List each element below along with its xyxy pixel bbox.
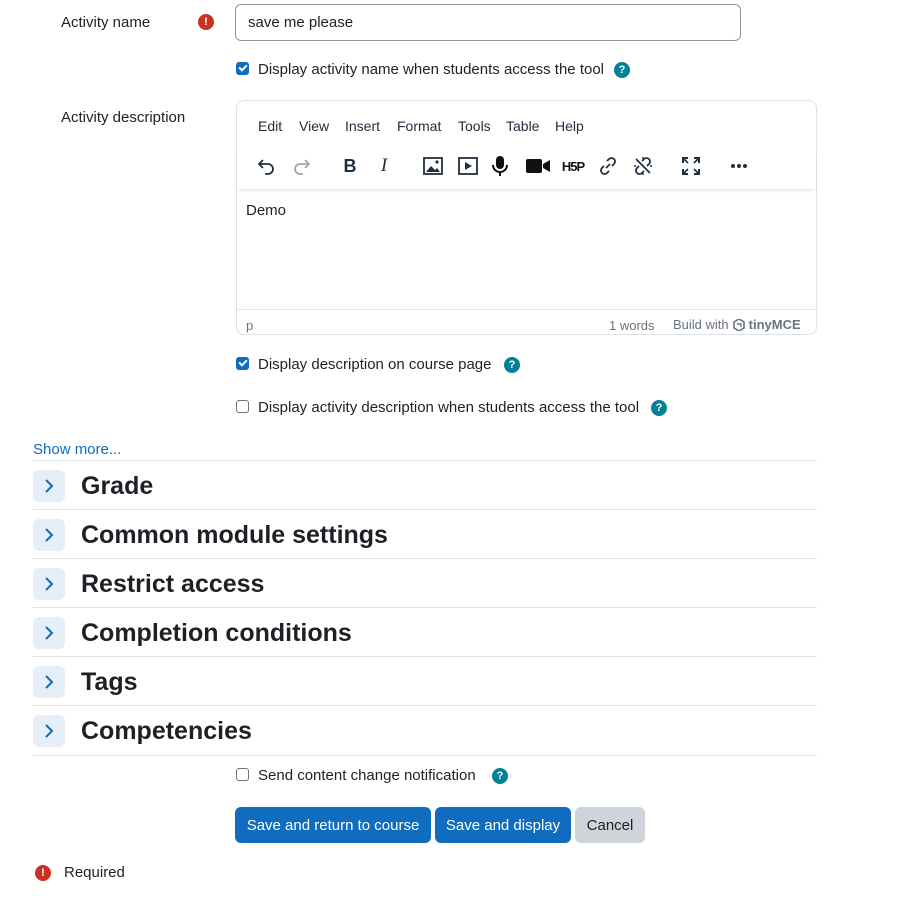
question-circle-icon[interactable]: ? — [504, 357, 520, 373]
word-count[interactable]: 1 words — [609, 318, 655, 333]
redo-icon[interactable] — [289, 153, 315, 179]
section-competencies[interactable] — [33, 705, 817, 756]
activity-name-input[interactable] — [235, 4, 741, 41]
activity-name-label: Activity name — [61, 14, 151, 31]
editor-toolbar — [237, 151, 816, 189]
exclamation-circle-icon: ! — [35, 865, 51, 881]
microphone-icon[interactable] — [487, 153, 513, 179]
section-common-module-settings[interactable] — [33, 509, 817, 559]
bold-icon[interactable]: B — [343, 155, 357, 176]
tinymce-logo-icon — [733, 319, 745, 331]
more-icon[interactable] — [726, 153, 752, 179]
question-circle-icon[interactable]: ? — [651, 400, 667, 416]
required-label: Required — [64, 864, 125, 881]
display-activity-description-label: Display activity description when students access the tool — [258, 399, 640, 416]
question-circle-icon[interactable]: ? — [614, 62, 630, 78]
save-and-return-button[interactable]: Save and return to course — [235, 807, 431, 843]
menu-format[interactable]: Format — [397, 118, 442, 134]
display-description-checkbox[interactable] — [236, 357, 249, 370]
status-path[interactable]: p — [246, 318, 254, 333]
menu-tools[interactable]: Tools — [458, 118, 491, 134]
display-description-label: Display description on course page — [258, 356, 492, 373]
rich-text-editor — [236, 100, 817, 335]
menu-help[interactable]: Help — [555, 118, 584, 134]
section-title[interactable]: Competencies — [81, 717, 252, 745]
editor-menubar — [237, 101, 816, 151]
chevron-right-icon[interactable] — [33, 470, 65, 502]
unlink-icon[interactable] — [630, 153, 656, 179]
section-title[interactable]: Restrict access — [81, 570, 265, 598]
editor-content[interactable]: Demo — [246, 202, 287, 219]
h5p-icon[interactable]: H5P — [561, 158, 585, 174]
send-notification-label: Send content change notification — [258, 767, 476, 784]
section-title[interactable]: Completion conditions — [81, 619, 352, 647]
display-name-label: Display activity name when students access the tool — [258, 61, 605, 78]
save-and-display-button[interactable]: Save and display — [435, 807, 571, 843]
chevron-right-icon[interactable] — [33, 519, 65, 551]
cancel-button[interactable]: Cancel — [575, 807, 645, 843]
menu-table[interactable]: Table — [506, 118, 540, 134]
statusbar-divider — [237, 309, 816, 310]
image-icon[interactable] — [420, 153, 446, 179]
video-camera-icon[interactable] — [523, 153, 553, 179]
build-with-text: Build with — [673, 317, 729, 332]
menu-view[interactable]: View — [299, 118, 330, 134]
display-activity-description-checkbox[interactable] — [236, 400, 249, 413]
section-title[interactable]: Tags — [81, 668, 138, 696]
section-tags[interactable] — [33, 656, 817, 706]
question-circle-icon[interactable]: ? — [492, 768, 508, 784]
exclamation-circle-icon: ! — [198, 14, 214, 30]
chevron-right-icon[interactable] — [33, 568, 65, 600]
undo-icon[interactable] — [253, 153, 279, 179]
menu-edit[interactable]: Edit — [258, 118, 283, 134]
chevron-right-icon[interactable] — [33, 617, 65, 649]
section-grade[interactable] — [33, 460, 817, 510]
display-name-checkbox[interactable] — [236, 62, 249, 75]
section-title[interactable]: Grade — [81, 472, 154, 500]
italic-icon[interactable]: I — [380, 155, 388, 176]
powered-by[interactable] — [673, 317, 801, 332]
chevron-right-icon[interactable] — [33, 666, 65, 698]
fullscreen-icon[interactable] — [678, 153, 704, 179]
link-icon[interactable] — [595, 153, 621, 179]
section-restrict-access[interactable] — [33, 558, 817, 608]
section-completion-conditions[interactable] — [33, 607, 817, 657]
menu-insert[interactable]: Insert — [345, 118, 381, 134]
send-notification-checkbox[interactable] — [236, 768, 249, 781]
media-icon[interactable] — [455, 153, 481, 179]
section-title[interactable]: Common module settings — [81, 521, 388, 549]
chevron-right-icon[interactable] — [33, 715, 65, 747]
show-more-link[interactable]: Show more... — [33, 441, 122, 458]
activity-description-label: Activity description — [61, 109, 186, 126]
tinymce-brand: tinyMCE — [748, 317, 801, 332]
